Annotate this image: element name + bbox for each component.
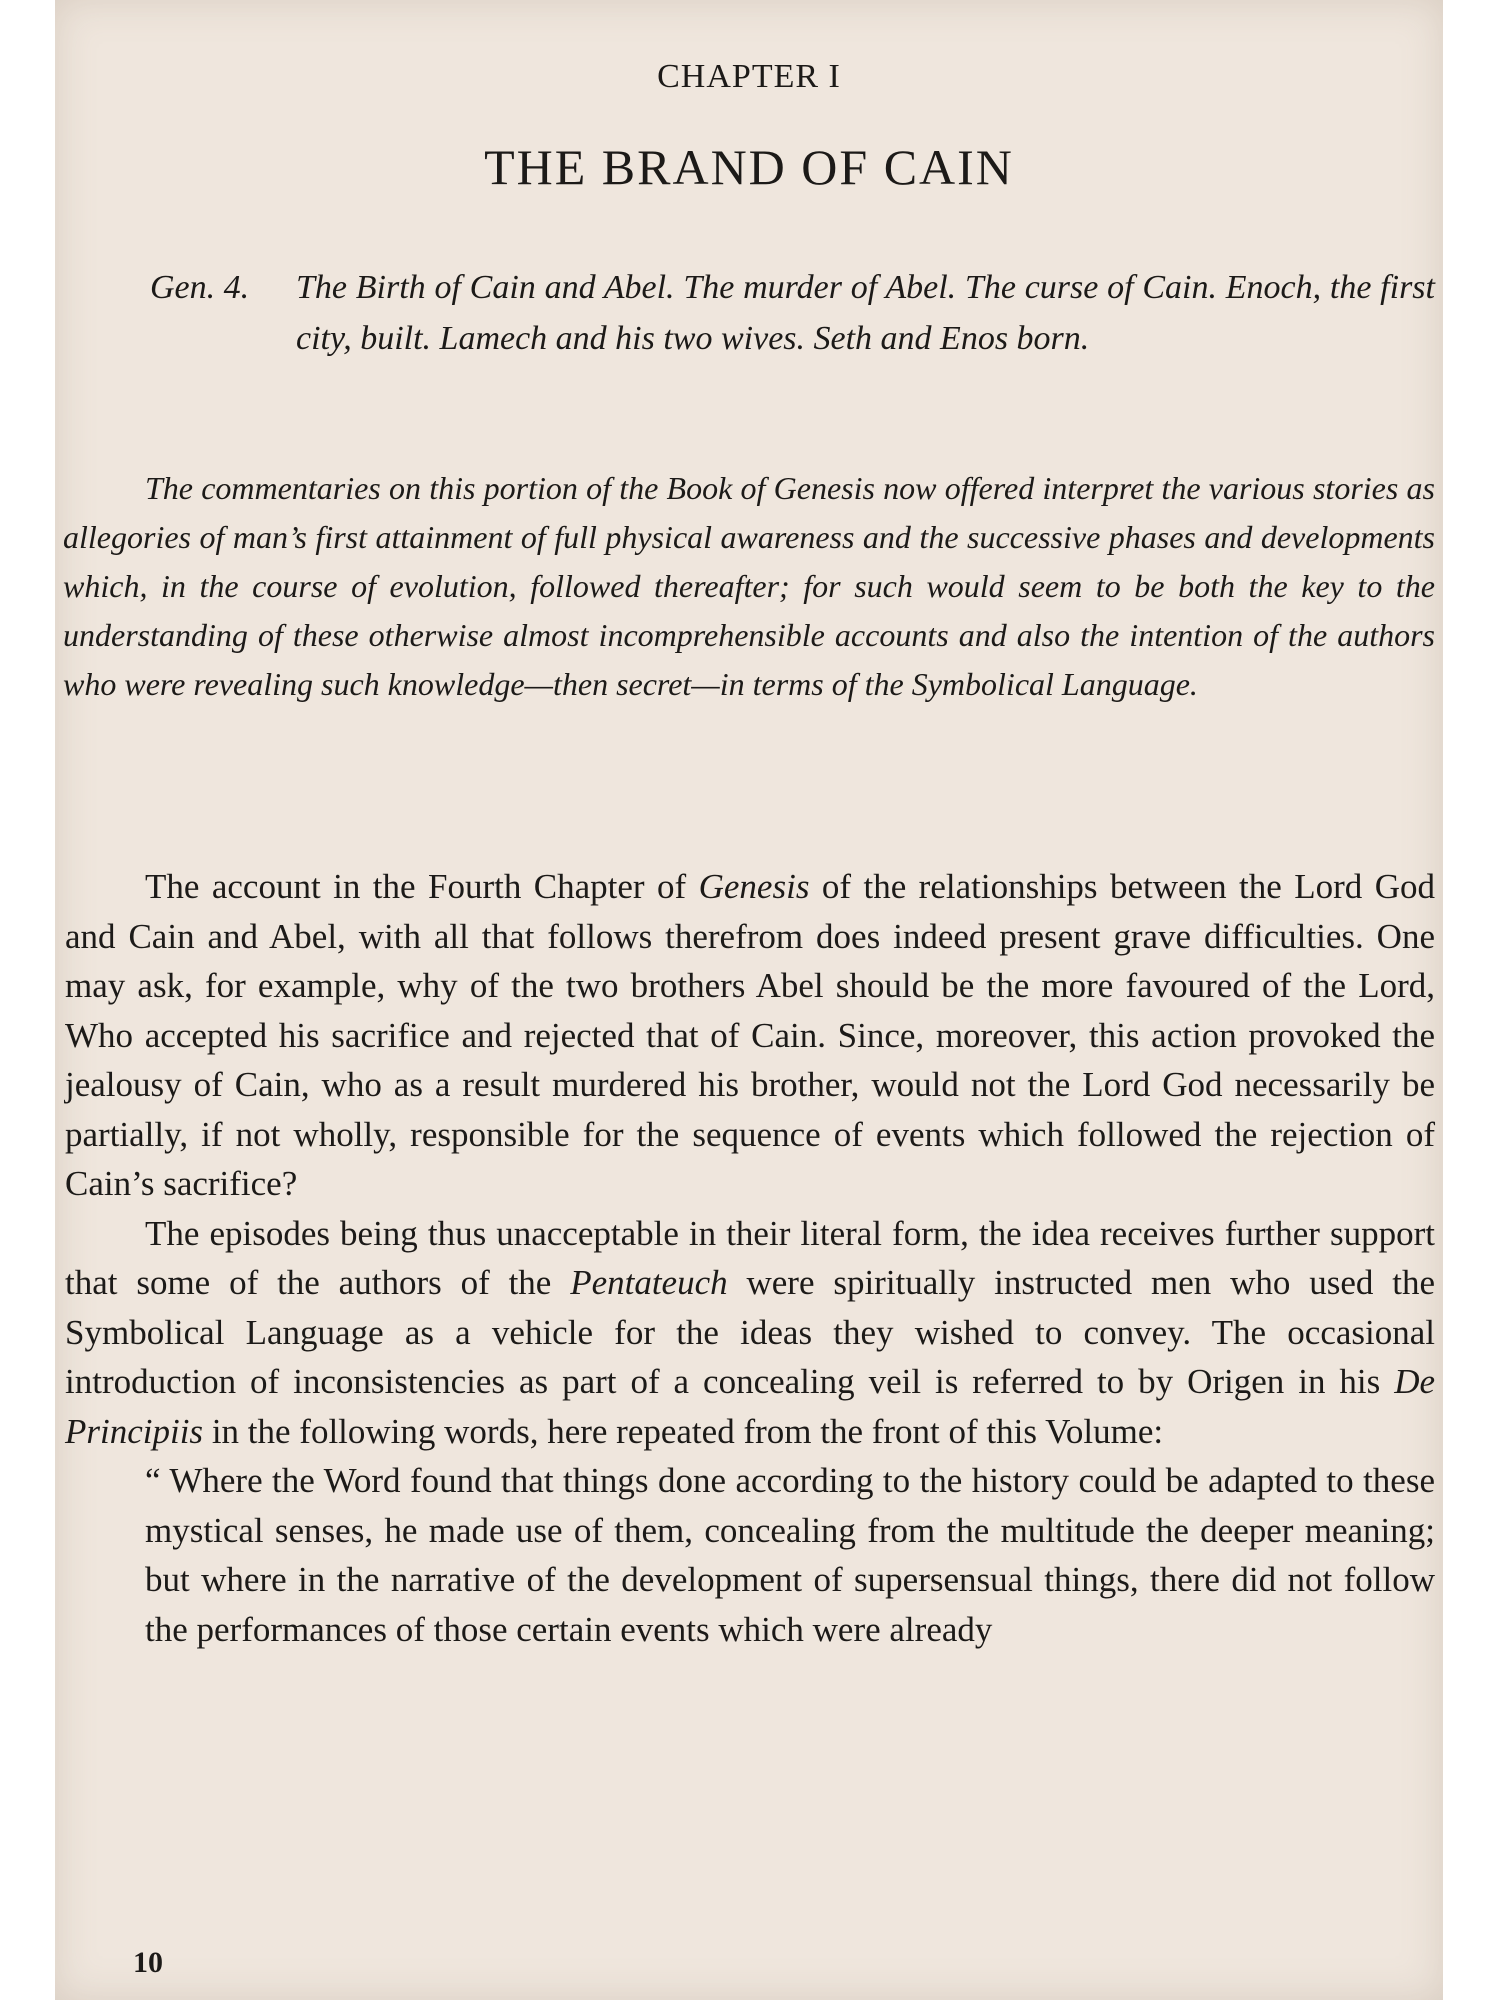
summary-reference: Gen. 4. (150, 269, 250, 306)
book-page (55, 0, 1443, 2000)
summary-items: The Birth of Cain and Abel. The murder of Abel. The curse of Cain. Enoch, the first city, built. Lamech and his two wives. Seth and Enos born. (296, 269, 1435, 357)
paragraph-1 (65, 862, 1435, 1209)
page-number: 10 (133, 1946, 163, 1979)
paragraph-2-text-b: were spiritually instructed men who used the Symbolical Language as a vehicle for the ideas they wished to convey. The occasional introduction of inconsistencies as part of a concealing veil is referred to by Origen in his (65, 1263, 1435, 1401)
paragraph-1-text-a: The account in the Fourth Chapter of (145, 867, 699, 906)
origen-quote: “ Where the Word found that things done according to the history could be adapted to these mystical senses, he made use of them, concealing from the multitude the deeper meaning; but where in the narrative of the development of supersensual things, there did not follow the performances of those certain events which were already (145, 1461, 1435, 1649)
paragraph-2 (65, 1209, 1435, 1457)
pentateuch-title: Pentateuch (570, 1263, 728, 1302)
paragraph-1-text-b: of the relationships between the Lord God and Cain and Abel, with all that follows therefrom does indeed present grave difficulties. One may ask, for example, why of the two brothers Abel should be the more favoured of the Lord, Who accepted his sacrifice and rejected that of Cain. Since, moreover, this action provoked the jealousy of Cain, who as a result murdered his brother, would not the Lord God necessarily be partially, if not wholly, responsible for the sequence of events which followed the rejection of Cain’s sacrifice? (65, 867, 1435, 1203)
intro-paragraph: The commentaries on this portion of the Book of Genesis now offered interpret the various stories as allegories of man’s first attainment of full physical awareness and the successive phases and developments which, in the course of evolution, followed thereafter; for such would seem to be both the key to the understanding of these otherwise almost incomprehensible accounts and also the intention of the authors who were revealing such knowledge—then secret—in terms of the Symbolical Language. (63, 470, 1435, 702)
chapter-label: CHAPTER I (657, 58, 841, 95)
paragraph-2-text-a: The episodes being thus unacceptable in their literal form, the idea receives further support that some of the authors of the (65, 1213, 1435, 1302)
body-text (65, 862, 1435, 1654)
de-principiis-title: De Principiis (65, 1362, 1435, 1451)
paragraph-2-text-c: in the following words, here repeated from the front of this Volume: (203, 1411, 1164, 1451)
chapter-summary (150, 262, 1435, 364)
chapter-title: THE BRAND OF CAIN (484, 139, 1014, 195)
genesis-title: Genesis (698, 867, 810, 906)
